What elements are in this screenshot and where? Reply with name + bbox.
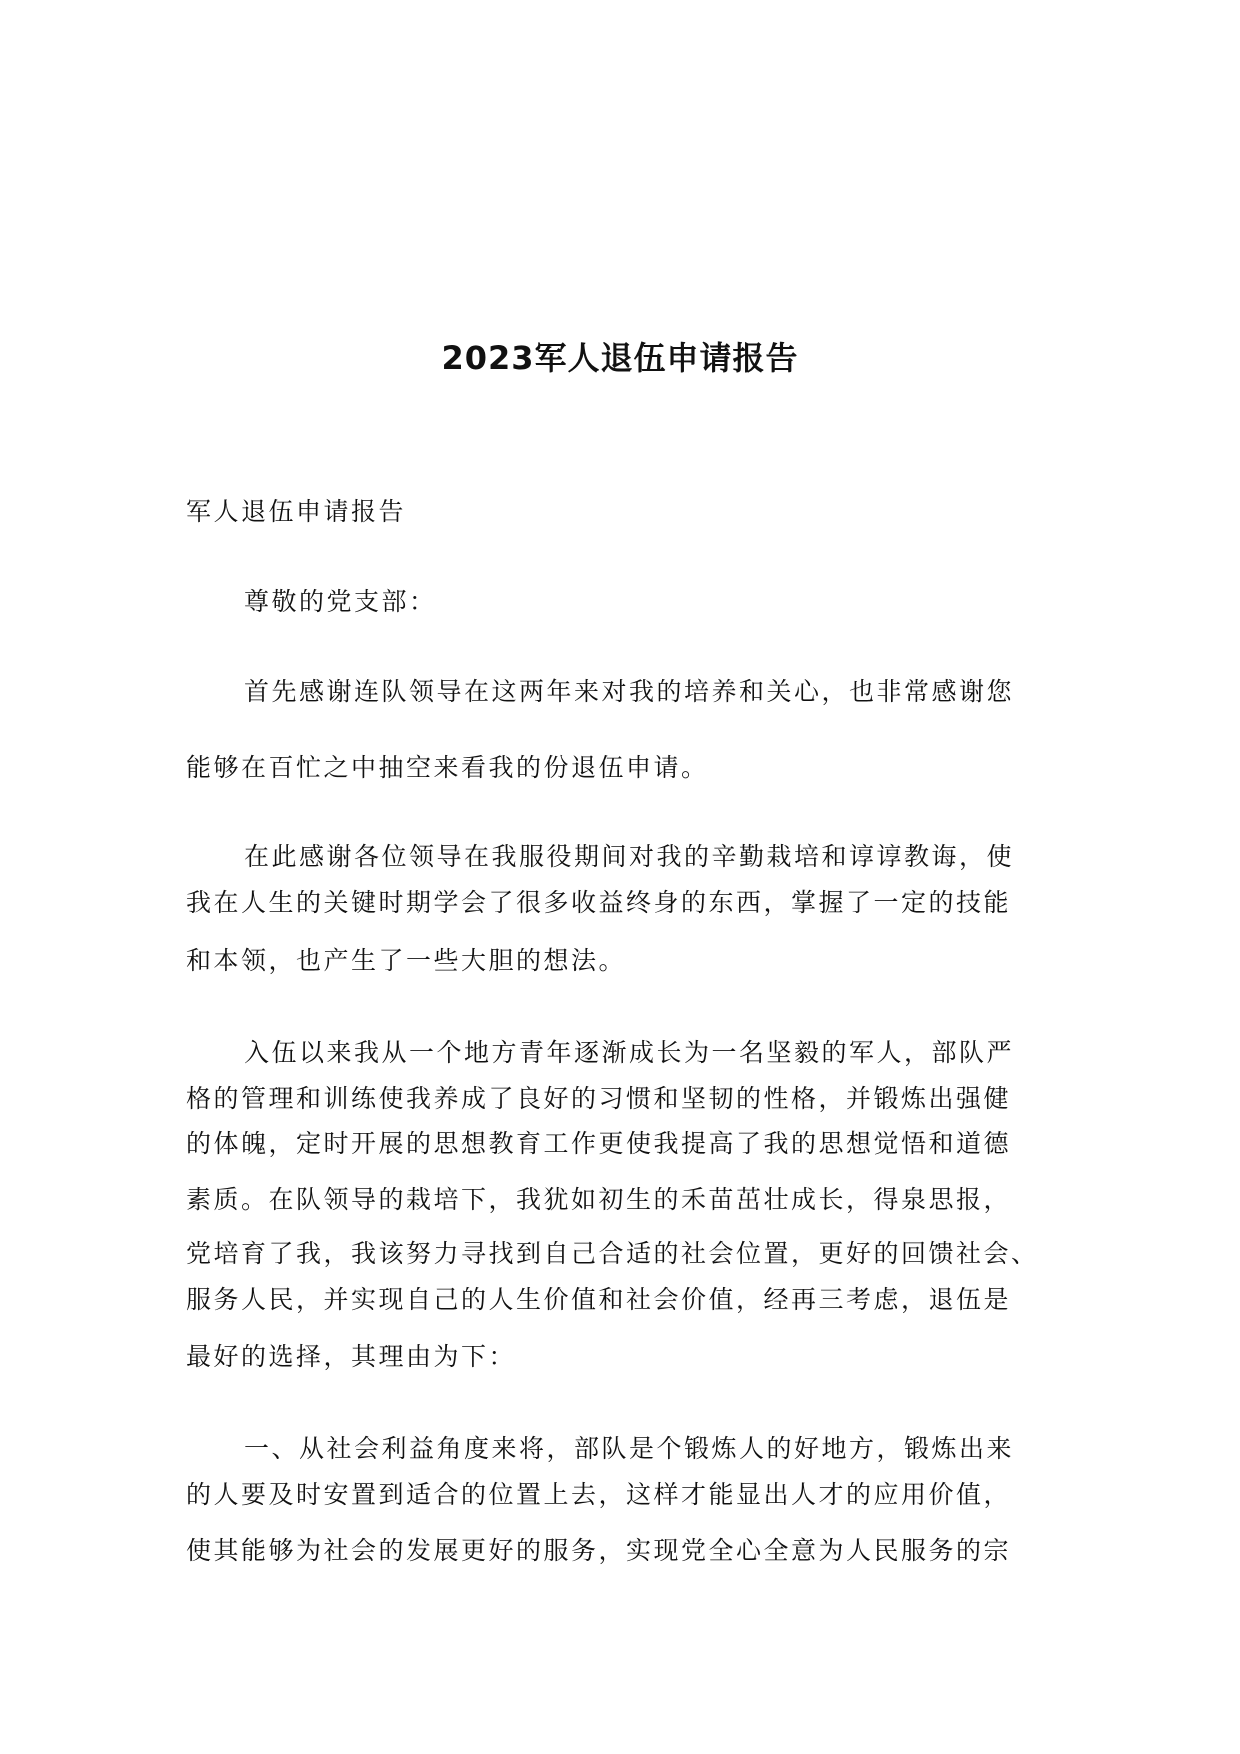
- paragraph-line: 的人要及时安置到适合的位置上去，这样才能显出人才的应用价值，: [186, 1480, 1012, 1509]
- paragraph-line: 首先感谢连队领导在这两年来对我的培养和关心，也非常感谢您: [244, 677, 1015, 706]
- document-subtitle: 军人退伍申请报告: [186, 497, 407, 526]
- paragraph-line: 在此感谢各位领导在我服役期间对我的辛勤栽培和谆谆教诲，使: [244, 842, 1015, 871]
- paragraph-line: 一、从社会利益角度来将，部队是个锻炼人的好地方，锻炼出来: [244, 1434, 1015, 1463]
- paragraph-line: 的体魄，定时开展的思想教育工作更使我提高了我的思想觉悟和道德: [186, 1129, 1012, 1158]
- paragraph-line: 党培育了我，我该努力寻找到自己合适的社会位置，更好的回馈社会、: [186, 1239, 1039, 1268]
- paragraph-line: 素质。在队领导的栽培下，我犹如初生的禾苗茁壮成长，得泉思报，: [186, 1185, 1012, 1214]
- paragraph-line: 格的管理和训练使我养成了良好的习惯和坚韧的性格，并锻炼出强健: [186, 1084, 1012, 1113]
- paragraph-line: 服务人民，并实现自己的人生价值和社会价值，经再三考虑，退伍是: [186, 1285, 1012, 1314]
- paragraph-line: 和本领，也产生了一些大胆的想法。: [186, 946, 627, 975]
- paragraph-line: 使其能够为社会的发展更好的服务，实现党全心全意为人民服务的宗: [186, 1536, 1012, 1565]
- document-title: 2023军人退伍申请报告: [441, 339, 799, 377]
- paragraph-line: 最好的选择，其理由为下：: [186, 1342, 517, 1371]
- paragraph-line: 我在人生的关键时期学会了很多收益终身的东西，掌握了一定的技能: [186, 888, 1012, 917]
- paragraph-line: 能够在百忙之中抽空来看我的份退伍申请。: [186, 753, 709, 782]
- paragraph-line: 入伍以来我从一个地方青年逐渐成长为一名坚毅的军人，部队严: [244, 1038, 1015, 1067]
- salutation: 尊敬的党支部：: [244, 587, 437, 616]
